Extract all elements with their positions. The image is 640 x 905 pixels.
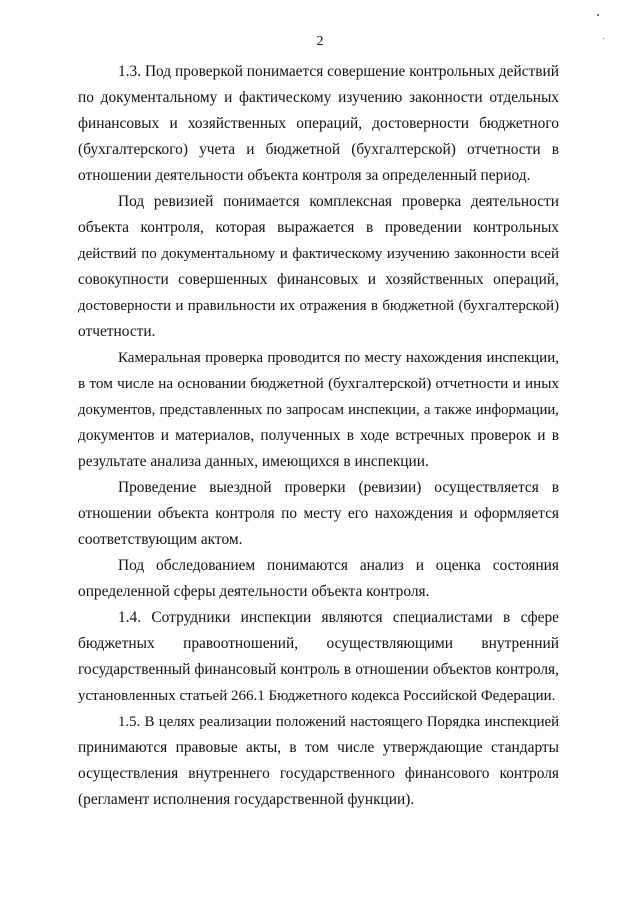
paragraph-line: отчетности. <box>78 323 156 340</box>
document-body <box>78 59 559 813</box>
paragraph-line: отношении объекта контроля по месту его нахождения и оформляется <box>78 505 559 522</box>
paragraph-line: результате анализа данных, имеющихся в инспекции. <box>78 453 429 470</box>
paragraph-line: Камеральная проверка проводится по месту нахождения инспекции, <box>118 350 559 366</box>
paragraph-line: установленных статьей 266.1 Бюджетного кодекса Российской Федерации. <box>78 688 556 704</box>
paragraph-line: Под ревизией понимается комплексная проверка деятельности <box>118 193 559 210</box>
paragraph-line: совокупности совершенных финансовых и хозяйственных операций, <box>78 271 559 288</box>
paragraph-line: определенной сферы деятельности объекта контроля. <box>78 583 430 600</box>
paragraph <box>78 553 559 605</box>
paragraph-line: отношении деятельности объекта контроля за определенный период. <box>78 167 531 184</box>
paragraph-line: бюджетных правоотношений, осуществляющими внутренний <box>78 635 559 652</box>
paragraph-line: 1.4. Сотрудники инспекции являются специалистами в сфере <box>118 609 559 626</box>
paragraph-line: осуществления внутреннего государственного финансового контроля <box>78 765 559 782</box>
paragraph-line: документов, представленных по запросам инспекции, а также информации, <box>78 402 559 418</box>
paragraph-line: государственный финансовый контроль в отношении объектов контроля, <box>78 661 559 678</box>
paragraph-line: соответствующим актом. <box>78 531 243 548</box>
paragraph-line: достоверности и правильности их отражения в бюджетной (бухгалтерской) <box>78 298 559 314</box>
paragraph <box>78 709 559 813</box>
page-number: 2 <box>316 34 324 49</box>
paragraph-line: 1.5. В целях реализации положений настоящего Порядка инспекцией <box>118 714 559 730</box>
paragraph-line: документов и материалов, полученных в ходе встречных проверок и в <box>78 427 559 444</box>
paragraph-line: в том числе на основании бюджетной (бухгалтерской) отчетности и иных <box>78 375 559 392</box>
paragraph-line: (бухгалтерского) учета и бюджетной (бухгалтерской) отчетности в <box>78 141 559 158</box>
paragraph <box>78 475 559 553</box>
paragraph <box>78 345 559 475</box>
paragraph <box>78 59 559 189</box>
paragraph-line: Проведение выездной проверки (ревизии) осуществляется в <box>118 479 559 496</box>
paragraph <box>78 189 559 345</box>
paragraph-line: принимаются правовые акты, в том числе утверждающие стандарты <box>78 739 559 756</box>
paragraph-line: финансовых и хозяйственных операций, достоверности бюджетного <box>78 115 559 132</box>
paragraph-line: (регламент исполнения государственной функции). <box>78 791 415 808</box>
scan-speck <box>597 14 599 16</box>
paragraph <box>78 605 559 709</box>
paragraph-line: действий по документальному и фактическому изучению законности всей <box>78 246 559 262</box>
paragraph-line: 1.3. Под проверкой понимается совершение контрольных действий <box>118 63 559 80</box>
paragraph-line: Под обследованием понимаются анализ и оценка состояния <box>118 557 559 574</box>
paragraph-line: по документальному и фактическому изучению законности отдельных <box>78 89 559 106</box>
paragraph-line: объекта контроля, которая выражается в проведении контрольных <box>78 219 559 236</box>
